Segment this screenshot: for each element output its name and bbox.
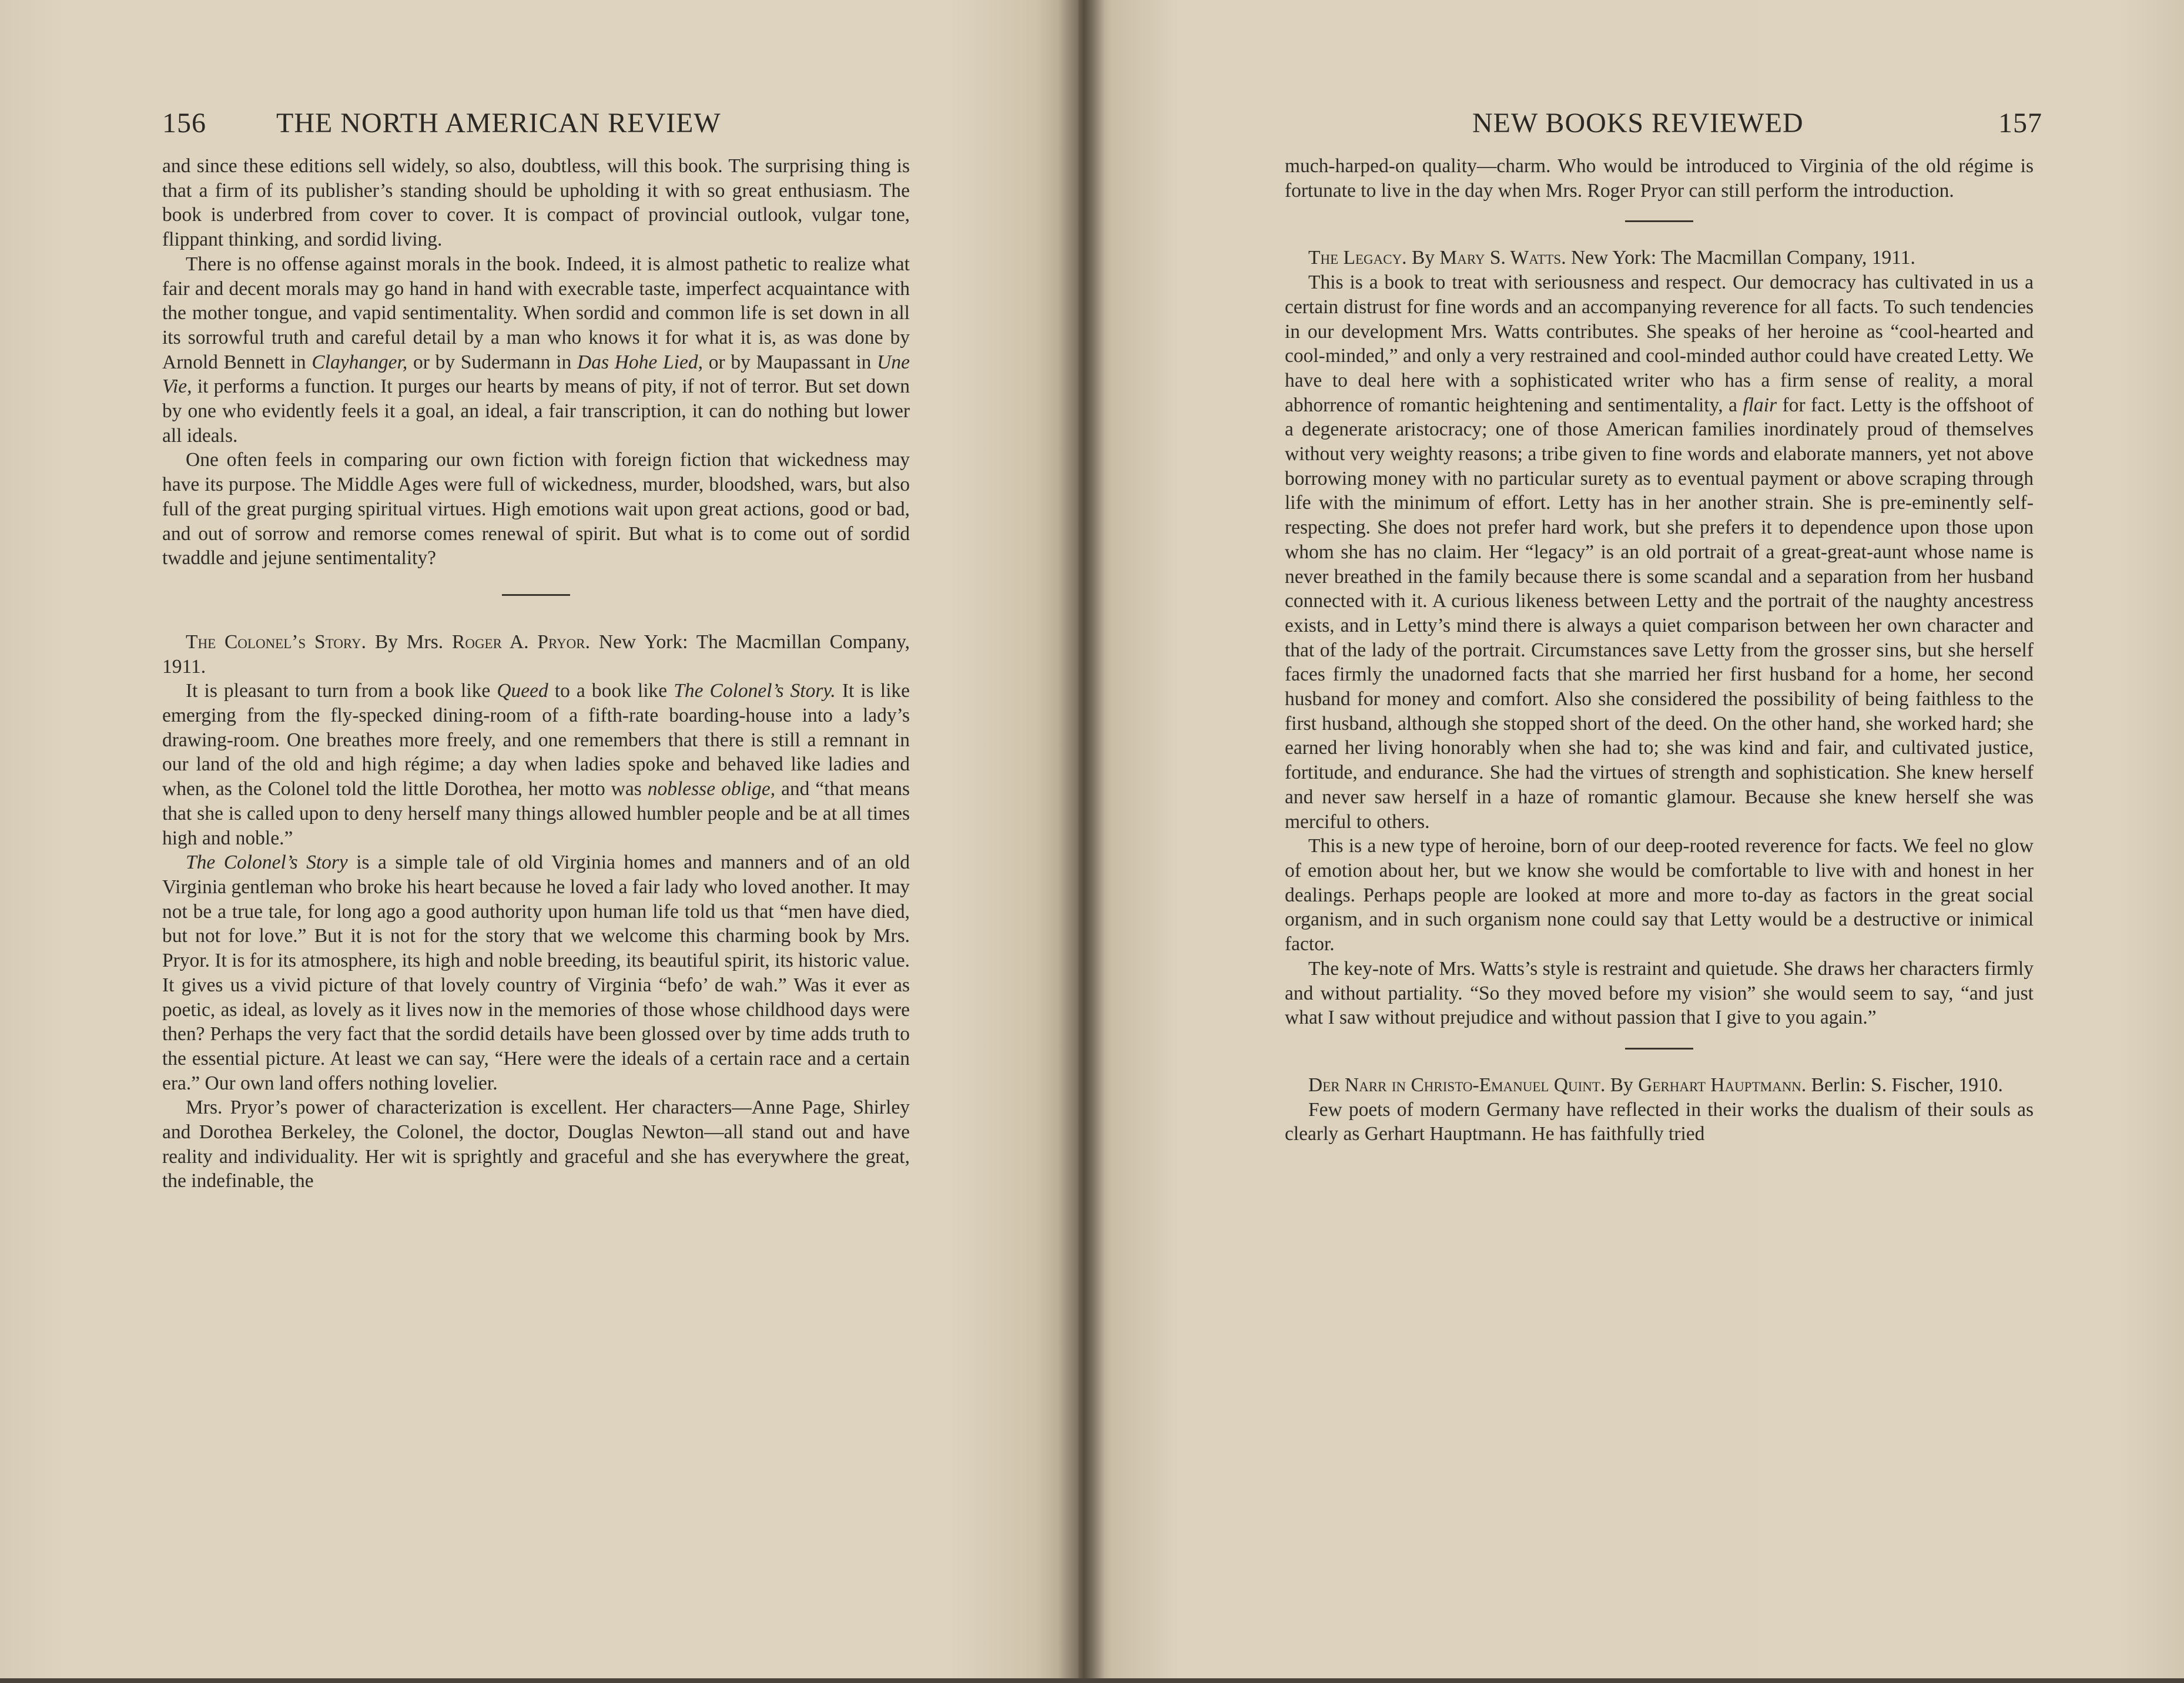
carryover-paragraph: much-harped-on quality—charm. Who would be introduced to Virginia of the old régime is fortunate to live in the day when Mrs. Roger Pryor can still perform the introduction. [1285,155,2034,202]
body-paragraph: The key-note of Mrs. Watts’s style is restraint and quietude. She draws her characters firmly and without partiality. “So they moved before my vision” she would seem to say, “and just what I saw without prejudice and without passion that I give to you again.” [1285,957,2034,1029]
section-divider [1625,220,1693,222]
running-head: THE NORTH AMERICAN REVIEW [276,108,721,139]
review-title: The Colonel’s Story. [186,631,366,653]
page-number: 157 [1998,108,2042,139]
section-divider [1625,1048,1693,1050]
page-number: 156 [162,108,206,139]
review-author: Mary S. Watts. [1439,247,1566,269]
book-gutter [1058,0,1105,1683]
body-paragraph: Few poets of modern Germany have reflected in their works the dualism of their souls as clearly as Gerhart Hauptmann. He has faithfully tried [1285,1098,2034,1145]
right-text-column [1285,154,2034,1146]
body-paragraph: Mrs. Pryor’s power of characterization is excellent. Her characters—Anne Page, Shirley and Dorothea Berkeley, the Colonel, the doctor, Douglas Newton—all stand out and have reality and individuality. Her wit is sprightly and graceful and she has everywhere the great, the indefinable, the [162,1097,910,1192]
review-heading: Der Narr in Christo-Emanuel Quint. By Gerhart Hauptmann. Berlin: S. Fischer, 1910. [1308,1074,2003,1096]
review-imprint: New York: The Macmillan Company, 1911. [162,631,910,678]
carryover-paragraph: and since these editions sell widely, so also, doubtless, will this book. The surprising thing is that a firm of its publisher’s standing should be upholding it with so great enthusiasm. The book is underbred from cover to cover. It is compact of provincial outlook, vulgar tone, flippant thinking, and sordid living. [162,155,910,251]
right-page [1078,0,2184,1683]
section-divider [502,594,570,596]
review-heading: The Legacy. By Mary S. Watts. New York: The Macmillan Company, 1911. [1308,247,1915,269]
body-paragraph: This is a new type of heroine, born of our deep-rooted reverence for facts. We feel no glow of emotion about her, but we know she would be comfortable to live with and honest in her dealings. Perhaps people are looked at more and more to-day as factors in the great social organism, and in such organism none could say that Letty would be a destructive or inimical factor. [1285,835,2034,956]
review-heading: The Colonel’s Story. By Mrs. Roger A. Pryor. New York: The Macmillan Company, 1911. [162,631,910,678]
body-paragraph: The Colonel’s Story is a simple tale of old Virginia homes and manners and of an old Virginia gentleman who broke his heart because he loved a fair lady who loved another. It may not be a true tale, for long ago a good authority upon human life told us that “men have died, but not for love.” But it is not for the story that we welcome this charming book by Mrs. Pryor. It is for its atmosphere, its high and noble breeding, its beautiful spirit, its historic value. It gives us a vivid picture of that lovely country of Virginia “befo’ de wah.” Was it ever as poetic, as ideal, as lovely as it lives now in the memories of those whose childhood days were then? Perhaps the very fact that the sordid details have been glossed over by time adds truth to the essential picture. At least we can say, “Here were the ideals of a certain race and a certain era.” Our own land offers nothing lovelier. [162,851,910,1094]
body-paragraph: There is no offense against morals in the book. Indeed, it is almost pathetic to realize what fair and decent morals may go hand in hand with execrable taste, imperfect acquaintance with the mother tongue, and vapid sentimentality. When sordid and common life is set down in all its sorrowful truth and careful detail by a man who knows it for what it is, as was done by Arnold Bennett in Clayhanger, or by Sudermann in Das Hohe Lied, or by Maupassant in Une Vie, it performs a function. It purges our hearts by means of pity, if not of terror. But set down by one who evidently feels it a goal, an ideal, a fair transcription, it can do nothing but lower all ideals. [162,253,910,447]
running-head: NEW BOOKS REVIEWED [1472,108,1804,139]
review-title: Der Narr in Christo-Emanuel Quint. [1308,1074,1606,1096]
review-author: Gerhart Hauptmann. [1638,1074,1807,1096]
review-imprint: New York: The Macmillan Company, 1911. [1570,247,1915,269]
body-paragraph: This is a book to treat with seriousness and respect. Our democracy has cultivated in us a certain distrust for fine words and an accompanying reverence for all facts. To such tendencies in our development Mrs. Watts contributes. She speaks of her heroine as “cool-hearted and cool-minded,” and only a very restrained and cool-minded author could have created Letty. We have to deal here with a sophisticated writer who has a firm sense of reality, a moral abhorrence of romantic heightening and sentimentality, a flair for fact. Letty is the offshoot of a degenerate aristocracy; one of those American families inordinately proud of themselves without very weighty reasons; a tribe given to fine words and elaborate manners, yet not above borrowing money with no particular surety as to eventual payment or above scraping through life with the minimum of effort. Letty has in her another strain. She is pre-eminently self-respecting. She does not prefer hard work, but she prefers it to dependence upon those upon whom she has no claim. Her “legacy” is an old portrait of a great-great-aunt whose name is never breathed in the family because there is some scandal and a separation from her husband connected with it. A curious likeness between Letty and the portrait of the naughty ancestress exists, and in Letty’s mind there is always a quiet comparison between her own character and that of the lady of the portrait. Circumstances save Letty from the grosser sins, but she herself faces firmly the unadorned facts that she married her first husband for a home, her second husband for money and comfort. Also she considered the possibility of being faithless to the first husband, although she stopped short of the deed. On the other hand, she worked hard; she earned her living honorably when she had to; she was kind and fair, and cultivated justice, fortitude, and endurance. She had the virtues of strength and sophistication. She knew herself and never saw herself in a haze of romantic glamour. Because she knew herself she was merciful to others. [1285,271,2034,833]
left-text-column [162,154,910,1193]
review-author: Roger A. Pryor. [451,631,590,653]
review-title: The Legacy. [1308,247,1407,269]
review-imprint: Berlin: S. Fischer, 1910. [1811,1074,2003,1096]
left-page [0,0,1078,1683]
body-paragraph: It is pleasant to turn from a book like Queed to a book like The Colonel’s Story. It is like emerging from the fly-specked dining-room of a fifth-rate boarding-house into a lady’s drawing-room. One breathes more freely, and one remembers that there is still a remnant in our land of the old and high régime; a day when ladies spoke and behaved like ladies and when, as the Colonel told the little Dorothea, her motto was noblesse oblige, and “that means that she is called upon to deny herself many things allowed humbler people and be at all times high and noble.” [162,680,910,849]
page-edge [0,1678,2184,1683]
body-paragraph: One often feels in comparing our own fiction with foreign fiction that wickedness may have its purpose. The Middle Ages were full of wickedness, murder, bloodshed, wars, but also full of the great purging spiritual virtues. High emotions wait upon great actions, good or bad, and out of sorrow and remorse comes renewal of spirit. But what is to come out of sordid twaddle and jejune sentimentality? [162,449,910,569]
